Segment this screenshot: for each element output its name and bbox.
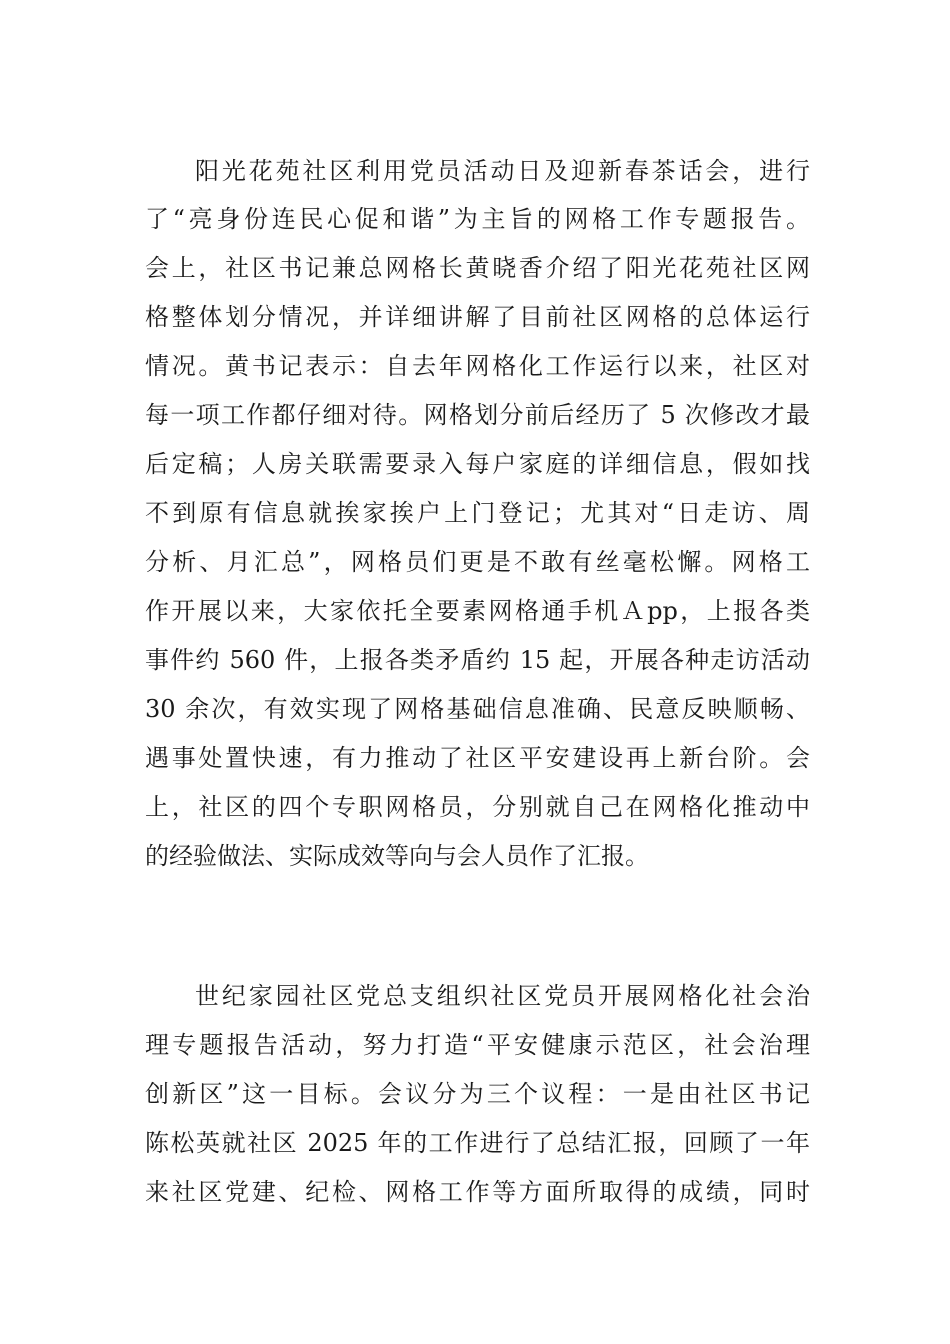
text-line: 后定稿；人房关联需要录入每户家庭的详细信息，假如找 xyxy=(145,450,810,478)
text-line: 30 余次，有效实现了网格基础信息准确、民意反映顺畅、 xyxy=(145,695,810,723)
text-line: 情况。黄书记表示：自去年网格化工作运行以来，社区对 xyxy=(145,352,810,380)
text-line: 来社区党建、纪检、网格工作等方面所取得的成绩，同时 xyxy=(145,1178,810,1206)
text-line: 格整体划分情况，并详细讲解了目前社区网格的总体运行 xyxy=(145,303,810,331)
text-line: 陈松英就社区 2025 年的工作进行了总结汇报，回顾了一年 xyxy=(145,1129,810,1157)
text-line: 每一项工作都仔细对待。网格划分前后经历了 5 次修改才最 xyxy=(145,401,810,429)
text-line: 不到原有信息就挨家挨户上门登记；尤其对“日走访、周 xyxy=(145,499,810,527)
text-line: 的经验做法、实际成效等向与会人员作了汇报。 xyxy=(145,842,649,870)
text-line: 了“亮身份连民心促和谐”为主旨的网格工作专题报告。 xyxy=(145,205,810,233)
text-line: 理专题报告活动，努力打造“平安健康示范区，社会治理 xyxy=(145,1031,810,1059)
text-line: 创新区”这一目标。会议分为三个议程：一是由社区书记 xyxy=(145,1080,810,1108)
text-line: 上，社区的四个专职网格员，分别就自己在网格化推动中 xyxy=(145,793,810,821)
text-line: 遇事处置快速，有力推动了社区平安建设再上新台阶。会 xyxy=(145,744,810,772)
text-line: 世纪家园社区党总支组织社区党员开展网格化社会治 xyxy=(195,982,810,1010)
text-line: 作开展以来，大家依托全要素网格通手机Ａpp，上报各类 xyxy=(145,597,810,625)
text-line: 事件约 560 件，上报各类矛盾约 15 起，开展各种走访活动 xyxy=(145,646,810,674)
text-line: 会上，社区书记兼总网格长黄晓香介绍了阳光花苑社区网 xyxy=(145,254,810,282)
text-line: 阳光花苑社区利用党员活动日及迎新春茶话会，进行 xyxy=(195,157,810,185)
text-line: 分析、月汇总”，网格员们更是不敢有丝毫松懈。网格工 xyxy=(145,548,810,576)
